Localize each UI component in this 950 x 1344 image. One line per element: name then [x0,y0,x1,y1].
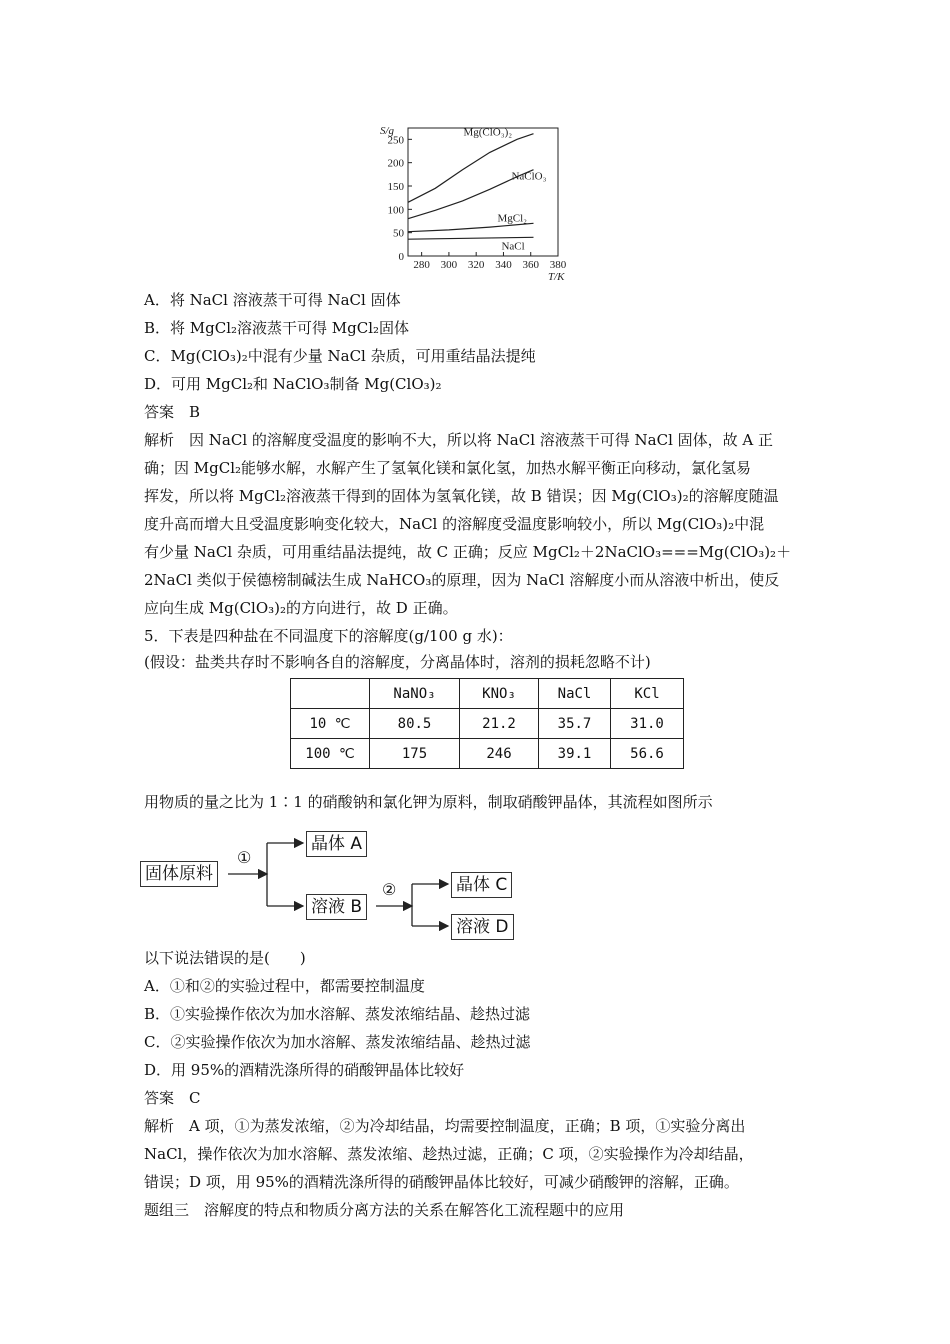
x-tick-label: 360 [522,259,539,271]
flow-box-crystal-c: 晶体 C [451,872,512,898]
table-cell: NaNO₃ [370,679,460,709]
table-cell: 39.1 [539,739,611,769]
solubility-chart [370,118,590,283]
table-cell: 21.2 [460,709,539,739]
solubility-table [290,678,684,769]
q4-explanation-line: 度升高而增大且受温度影响变化较大，NaCl 的溶解度受温度影响较小，所以 Mg(ClO₃)₂中混 [144,515,765,533]
series-label: NaCl [501,240,525,253]
q5-option-a: A．①和②的实验过程中，都需要控制温度 [144,977,425,995]
flow-box-crystal-a: 晶体 A [306,831,367,857]
table-cell: 10 ℃ [291,709,370,739]
q5-answer: 答案 C [144,1089,201,1107]
table-cell: 175 [370,739,460,769]
flow-step-2-label: ② [382,880,397,899]
table-header-row [291,679,684,709]
q4-explanation-line: 解析 因 NaCl 的溶解度受温度的影响不大，所以将 NaCl 溶液蒸干可得 NaCl 固体，故 A 正 [144,431,774,449]
series-label: Mg(ClO₃)₂ [463,126,513,139]
flow-box-raw-material: 固体原料 [140,861,218,887]
x-tick-label: 380 [549,259,567,271]
q5-option-b: B．①实验操作依次为加水溶解、蒸发浓缩结晶、趁热过滤 [144,1005,531,1023]
series-label: NaClO₃ [511,170,547,183]
series-line-nacl [408,237,534,239]
q4-option-c: C．Mg(ClO₃)₂中混有少量 NaCl 杂质，可用重结晶法提纯 [144,347,536,365]
q4-answer: 答案 B [144,403,201,421]
q4-explanation-line: 有少量 NaCl 杂质，可用重结晶法提纯，故 C 正确；反应 MgCl₂＋2NaClO₃===Mg(ClO₃)₂＋ [144,543,792,561]
x-tick-label: 340 [495,259,512,271]
table-cell: 100 ℃ [291,739,370,769]
x-tick-label: 300 [440,259,458,271]
q4-option-b: B．将 MgCl₂溶液蒸干可得 MgCl₂固体 [144,319,410,337]
table-cell: 31.0 [611,709,684,739]
q4-explanation-line: 2NaCl 类似于侯德榜制碱法生成 NaHCO₃的原理，因为 NaCl 溶解度小而从溶液中析出，使反 [144,571,780,589]
q4-explanation-line: 确；因 MgCl₂能够水解，水解产生了氢氧化镁和氯化氢，加热水解平衡正向移动，氯化氢易 [144,459,752,477]
series-line-mgclo32 [408,134,534,203]
y-tick-label: 100 [387,204,404,217]
x-tick-label: 320 [467,259,485,271]
y-axis-label: S/g [380,125,395,137]
x-axis-label: T/K [548,271,565,283]
y-tick-label: 200 [387,157,404,170]
q5-explanation-line: NaCl，操作依次为加水溶解、蒸发浓缩、趁热过滤，正确；C 项，②实验操作为冷却结晶， [144,1145,754,1163]
flow-step-1-label: ① [237,848,252,867]
table-row [291,709,684,739]
q5-flow-intro: 用物质的量之比为 1∶1 的硝酸钠和氯化钾为原料，制取硝酸钾晶体，其流程如图所示 [144,793,713,811]
table-cell: 80.5 [370,709,460,739]
table-cell [291,679,370,709]
q4-option-d: D．可用 MgCl₂和 NaClO₃制备 Mg(ClO₃)₂ [144,375,442,393]
q5-assumption: (假设：盐类共存时不影响各自的溶解度，分离晶体时，溶剂的损耗忽略不计) [144,653,651,671]
y-tick-label: 50 [393,227,404,240]
q5-question: 以下说法错误的是( ) [144,949,306,967]
series-line-mgcl2 [408,223,534,231]
y-tick-label: 0 [398,251,404,263]
q4-explanation-line: 应向生成 Mg(ClO₃)₂的方向进行，故 D 正确。 [144,599,458,617]
q4-option-a: A．将 NaCl 溶液蒸干可得 NaCl 固体 [144,291,401,309]
flow-box-solution-b: 溶液 B [306,894,367,920]
y-tick-label: 250 [387,134,404,147]
table-cell: 56.6 [611,739,684,769]
chart-ticks [388,134,567,271]
q5-explanation-line: 解析 A 项，①为蒸发浓缩，②为冷却结晶，均需要控制温度，正确；B 项，①实验分离出 [144,1117,746,1135]
q5-option-d: D．用 95%的酒精洗涤所得的硝酸钾晶体比较好 [144,1061,465,1079]
x-tick-label: 280 [413,259,430,271]
q4-explanation-line: 挥发，所以将 MgCl₂溶液蒸干得到的固体为氢氧化镁，故 B 错误；因 Mg(ClO₃)₂的溶解度随温 [144,487,779,505]
q5-stem: 5．下表是四种盐在不同温度下的溶解度(g/100 g 水)： [144,627,513,645]
section-title: 题组三 溶解度的特点和物质分离方法的关系在解答化工流程题中的应用 [144,1201,625,1219]
table-cell: 246 [460,739,539,769]
q5-explanation-line: 错误；D 项，用 95%的酒精洗涤所得的硝酸钾晶体比较好，可减少硝酸钾的溶解，正确。 [144,1173,739,1191]
series-label: MgCl₂ [497,212,527,225]
q5-option-c: C．②实验操作依次为加水溶解、蒸发浓缩结晶、趁热过滤 [144,1033,531,1051]
table-row [291,739,684,769]
y-tick-label: 150 [387,181,404,193]
table-cell: KNO₃ [460,679,539,709]
table-cell: KCl [611,679,684,709]
flow-box-solution-d: 溶液 D [451,914,514,940]
table-cell: 35.7 [539,709,611,739]
table-cell: NaCl [539,679,611,709]
